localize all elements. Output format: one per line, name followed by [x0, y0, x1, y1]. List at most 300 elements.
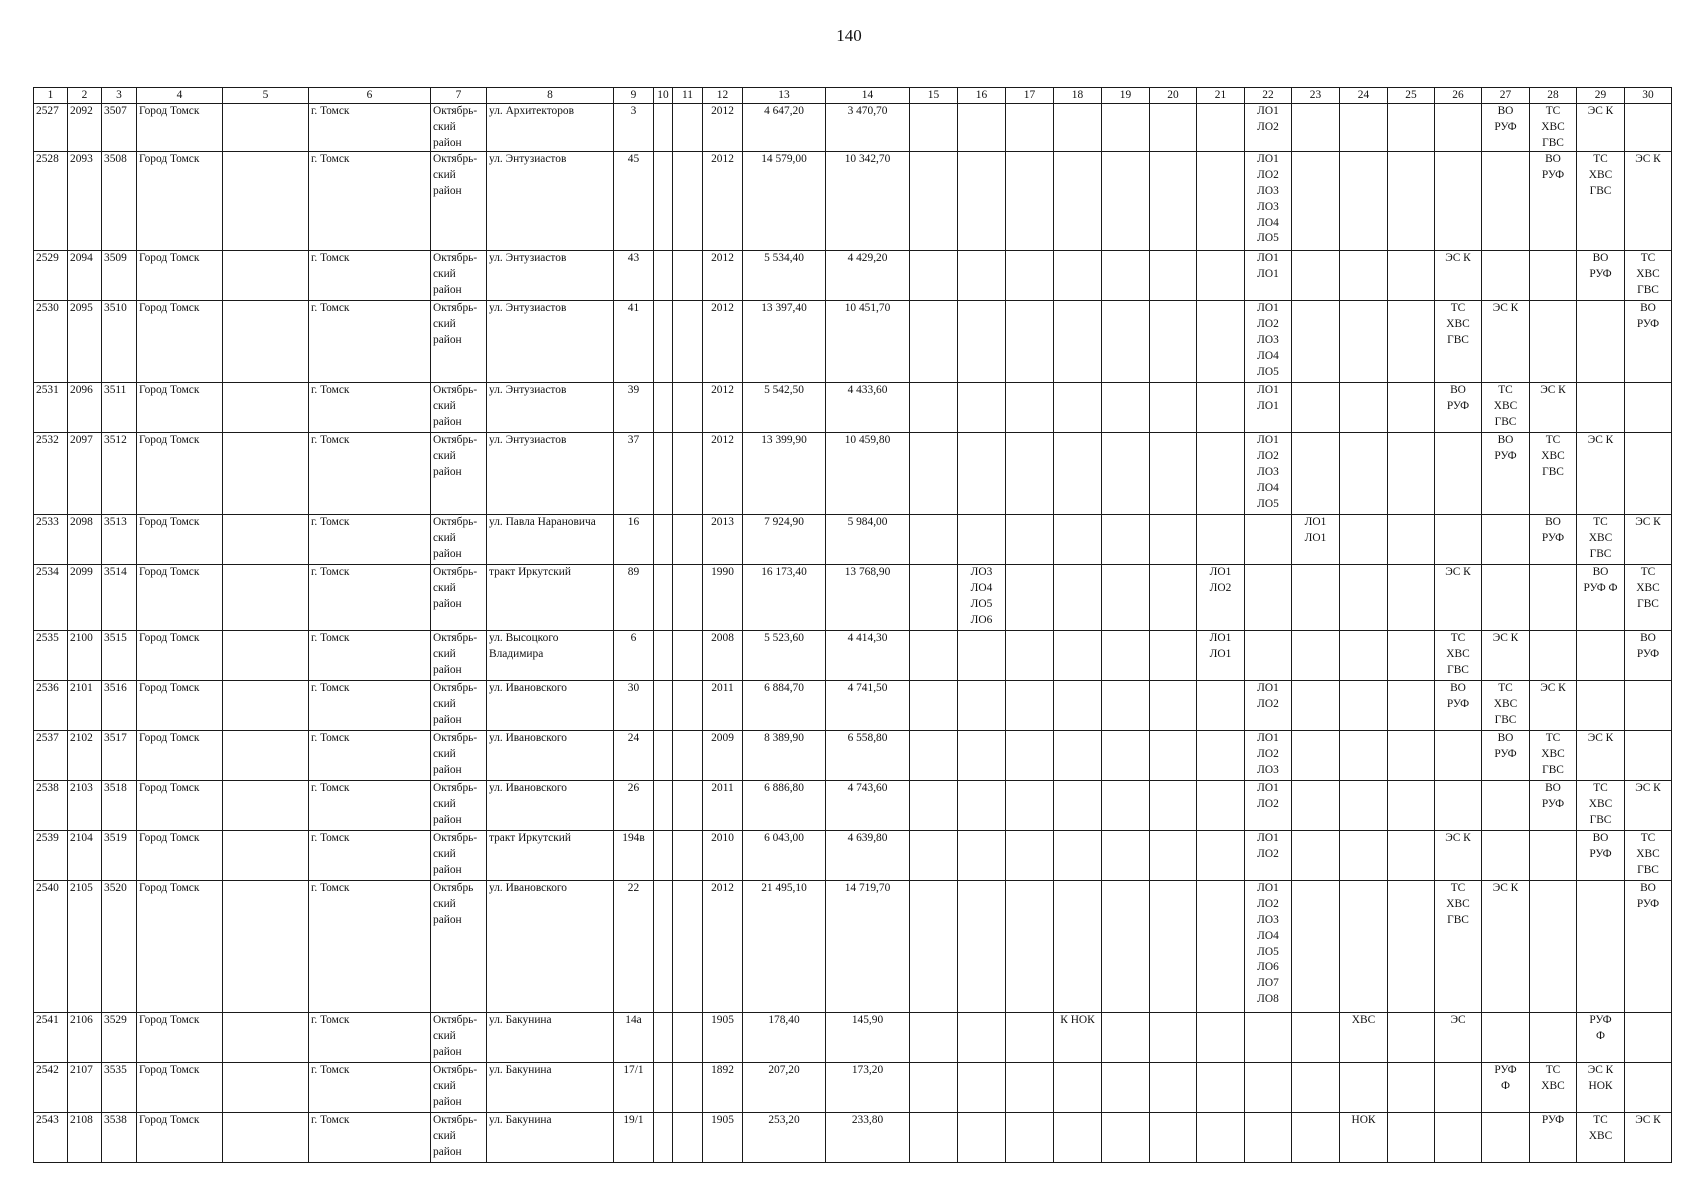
cell-col-6: г. Томск: [309, 1113, 431, 1163]
cell-col-22: [1245, 631, 1292, 681]
cell-col-5: [223, 881, 309, 1013]
cell-col-1: 2531: [34, 383, 68, 433]
cell-col-20: [1150, 104, 1197, 152]
cell-col-16: [958, 681, 1006, 731]
cell-col-20: [1150, 152, 1197, 251]
cell-col-4: Город Томск: [137, 781, 223, 831]
cell-col-8: ул. Бакунина: [487, 1063, 614, 1113]
cell-col-3: 3538: [102, 1113, 137, 1163]
cell-col-6: г. Томск: [309, 731, 431, 781]
cell-col-15: [910, 515, 958, 565]
cell-col-28: [1530, 881, 1577, 1013]
column-header-25: 25: [1388, 88, 1435, 104]
cell-col-7: Октябрь- ский район: [431, 251, 487, 301]
cell-col-8: ул. Бакунина: [487, 1113, 614, 1163]
cell-col-1: 2542: [34, 1063, 68, 1113]
cell-col-15: [910, 104, 958, 152]
cell-col-23: [1292, 631, 1340, 681]
cell-col-14: 233,80: [826, 1113, 910, 1163]
cell-col-27: [1482, 831, 1530, 881]
cell-col-14: 10 451,70: [826, 301, 910, 383]
cell-col-19: [1102, 383, 1150, 433]
cell-col-21: [1197, 681, 1245, 731]
cell-col-18: [1054, 731, 1102, 781]
cell-col-15: [910, 1113, 958, 1163]
cell-col-24: [1340, 731, 1388, 781]
cell-col-10: [654, 383, 673, 433]
cell-col-20: [1150, 681, 1197, 731]
cell-col-18: [1054, 881, 1102, 1013]
cell-col-14: 4 414,30: [826, 631, 910, 681]
cell-col-24: [1340, 152, 1388, 251]
cell-col-8: ул. Павла Нарановича: [487, 515, 614, 565]
cell-col-9: 14а: [614, 1013, 654, 1063]
cell-col-10: [654, 1013, 673, 1063]
cell-col-19: [1102, 1013, 1150, 1063]
cell-col-18: [1054, 301, 1102, 383]
cell-col-30: ВО РУФ: [1625, 631, 1672, 681]
cell-col-19: [1102, 831, 1150, 881]
cell-col-7: Октябрь- ский район: [431, 681, 487, 731]
cell-col-7: Октябрь- ский район: [431, 104, 487, 152]
cell-col-17: [1006, 1013, 1054, 1063]
cell-col-23: [1292, 1063, 1340, 1113]
column-header-15: 15: [910, 88, 958, 104]
cell-col-7: Октябрь- ский район: [431, 383, 487, 433]
cell-col-15: [910, 1013, 958, 1063]
cell-col-19: [1102, 881, 1150, 1013]
cell-col-28: ЭС К: [1530, 681, 1577, 731]
cell-col-8: ул. Ивановского: [487, 681, 614, 731]
cell-col-21: [1197, 1113, 1245, 1163]
cell-col-22: ЛО1 ЛО2 ЛО3: [1245, 731, 1292, 781]
cell-col-25: [1388, 681, 1435, 731]
cell-col-19: [1102, 104, 1150, 152]
cell-col-30: ТС ХВС ГВС: [1625, 251, 1672, 301]
cell-col-6: г. Томск: [309, 1063, 431, 1113]
cell-col-26: [1435, 731, 1482, 781]
cell-col-23: [1292, 831, 1340, 881]
cell-col-16: [958, 881, 1006, 1013]
cell-col-24: [1340, 251, 1388, 301]
cell-col-19: [1102, 152, 1150, 251]
cell-col-26: [1435, 433, 1482, 515]
cell-col-2: 2097: [68, 433, 102, 515]
table-row: [34, 681, 1672, 731]
cell-col-11: [673, 781, 703, 831]
cell-col-28: ЭС К: [1530, 383, 1577, 433]
cell-col-18: [1054, 781, 1102, 831]
cell-col-3: 3516: [102, 681, 137, 731]
cell-col-17: [1006, 1063, 1054, 1113]
cell-col-14: 173,20: [826, 1063, 910, 1113]
cell-col-24: [1340, 881, 1388, 1013]
cell-col-28: ВО РУФ: [1530, 515, 1577, 565]
cell-col-18: [1054, 681, 1102, 731]
cell-col-14: 3 470,70: [826, 104, 910, 152]
cell-col-5: [223, 731, 309, 781]
cell-col-23: [1292, 1113, 1340, 1163]
cell-col-30: [1625, 383, 1672, 433]
cell-col-12: 1892: [703, 1063, 743, 1113]
cell-col-26: ТС ХВС ГВС: [1435, 881, 1482, 1013]
cell-col-10: [654, 831, 673, 881]
cell-col-30: [1625, 1063, 1672, 1113]
cell-col-16: [958, 731, 1006, 781]
cell-col-25: [1388, 831, 1435, 881]
cell-col-27: [1482, 565, 1530, 631]
cell-col-3: 3508: [102, 152, 137, 251]
cell-col-2: 2103: [68, 781, 102, 831]
cell-col-27: РУФ Ф: [1482, 1063, 1530, 1113]
cell-col-15: [910, 631, 958, 681]
cell-col-11: [673, 731, 703, 781]
cell-col-19: [1102, 301, 1150, 383]
cell-col-5: [223, 383, 309, 433]
cell-col-11: [673, 631, 703, 681]
cell-col-10: [654, 781, 673, 831]
cell-col-20: [1150, 781, 1197, 831]
cell-col-19: [1102, 681, 1150, 731]
cell-col-3: 3520: [102, 881, 137, 1013]
cell-col-24: [1340, 631, 1388, 681]
cell-col-23: ЛО1 ЛО1: [1292, 515, 1340, 565]
cell-col-11: [673, 515, 703, 565]
cell-col-13: 13 397,40: [743, 301, 826, 383]
cell-col-11: [673, 383, 703, 433]
column-header-20: 20: [1150, 88, 1197, 104]
cell-col-1: 2535: [34, 631, 68, 681]
cell-col-13: 4 647,20: [743, 104, 826, 152]
table-row: [34, 831, 1672, 881]
cell-col-11: [673, 1113, 703, 1163]
cell-col-18: [1054, 104, 1102, 152]
cell-col-8: ул. Бакунина: [487, 1013, 614, 1063]
cell-col-23: [1292, 731, 1340, 781]
cell-col-16: [958, 433, 1006, 515]
column-header-23: 23: [1292, 88, 1340, 104]
registry-table: [33, 87, 1672, 1163]
cell-col-5: [223, 831, 309, 881]
cell-col-9: 17/1: [614, 1063, 654, 1113]
cell-col-14: 13 768,90: [826, 565, 910, 631]
cell-col-21: [1197, 433, 1245, 515]
cell-col-30: ВО РУФ: [1625, 301, 1672, 383]
cell-col-3: 3512: [102, 433, 137, 515]
cell-col-24: [1340, 1063, 1388, 1113]
cell-col-19: [1102, 433, 1150, 515]
cell-col-17: [1006, 731, 1054, 781]
table-row: [34, 1063, 1672, 1113]
cell-col-21: [1197, 152, 1245, 251]
cell-col-10: [654, 433, 673, 515]
cell-col-15: [910, 565, 958, 631]
column-header-7: 7: [431, 88, 487, 104]
cell-col-19: [1102, 731, 1150, 781]
cell-col-24: [1340, 831, 1388, 881]
cell-col-5: [223, 251, 309, 301]
cell-col-20: [1150, 433, 1197, 515]
cell-col-1: 2541: [34, 1013, 68, 1063]
cell-col-1: 2537: [34, 731, 68, 781]
cell-col-2: 2100: [68, 631, 102, 681]
cell-col-5: [223, 152, 309, 251]
cell-col-24: [1340, 781, 1388, 831]
cell-col-19: [1102, 515, 1150, 565]
cell-col-17: [1006, 631, 1054, 681]
cell-col-17: [1006, 565, 1054, 631]
cell-col-14: 6 558,80: [826, 731, 910, 781]
cell-col-7: Октябрь- ский район: [431, 731, 487, 781]
cell-col-30: [1625, 433, 1672, 515]
cell-col-29: ВО РУФ: [1577, 831, 1625, 881]
cell-col-21: [1197, 731, 1245, 781]
cell-col-12: 2012: [703, 251, 743, 301]
cell-col-29: ТС ХВС: [1577, 1113, 1625, 1163]
cell-col-16: [958, 152, 1006, 251]
cell-col-29: [1577, 681, 1625, 731]
table-row: [34, 1113, 1672, 1163]
cell-col-28: [1530, 301, 1577, 383]
cell-col-15: [910, 433, 958, 515]
cell-col-29: ТС ХВС ГВС: [1577, 152, 1625, 251]
cell-col-5: [223, 565, 309, 631]
cell-col-23: [1292, 433, 1340, 515]
cell-col-8: ул. Энтузиастов: [487, 251, 614, 301]
cell-col-25: [1388, 631, 1435, 681]
cell-col-10: [654, 1113, 673, 1163]
cell-col-16: [958, 251, 1006, 301]
cell-col-4: Город Томск: [137, 631, 223, 681]
cell-col-2: 2096: [68, 383, 102, 433]
cell-col-6: г. Томск: [309, 152, 431, 251]
table-row: [34, 1013, 1672, 1063]
cell-col-20: [1150, 881, 1197, 1013]
cell-col-18: К НОК: [1054, 1013, 1102, 1063]
cell-col-7: Октябрь- ский район: [431, 152, 487, 251]
table-row: [34, 104, 1672, 152]
cell-col-7: Октябрь- ский район: [431, 831, 487, 881]
cell-col-9: 89: [614, 565, 654, 631]
cell-col-23: [1292, 251, 1340, 301]
column-header-27: 27: [1482, 88, 1530, 104]
cell-col-21: [1197, 251, 1245, 301]
cell-col-12: 2010: [703, 831, 743, 881]
cell-col-1: 2538: [34, 781, 68, 831]
table-row: [34, 781, 1672, 831]
cell-col-4: Город Томск: [137, 1063, 223, 1113]
cell-col-30: ЭС К: [1625, 152, 1672, 251]
cell-col-16: [958, 383, 1006, 433]
cell-col-22: ЛО1 ЛО2 ЛО3 ЛО4 ЛО5 ЛО6 ЛО7 ЛО8: [1245, 881, 1292, 1013]
page-number: 140: [836, 26, 862, 45]
cell-col-18: [1054, 631, 1102, 681]
cell-col-28: ВО РУФ: [1530, 781, 1577, 831]
cell-col-25: [1388, 1013, 1435, 1063]
cell-col-5: [223, 1013, 309, 1063]
cell-col-3: 3510: [102, 301, 137, 383]
cell-col-21: [1197, 383, 1245, 433]
cell-col-2: 2104: [68, 831, 102, 881]
cell-col-27: [1482, 515, 1530, 565]
cell-col-12: 2012: [703, 433, 743, 515]
column-header-26: 26: [1435, 88, 1482, 104]
cell-col-27: [1482, 1013, 1530, 1063]
cell-col-29: [1577, 881, 1625, 1013]
header-row: [34, 88, 1672, 104]
cell-col-18: [1054, 1063, 1102, 1113]
cell-col-26: ЭС К: [1435, 251, 1482, 301]
cell-col-16: [958, 631, 1006, 681]
cell-col-12: 2009: [703, 731, 743, 781]
cell-col-16: [958, 104, 1006, 152]
cell-col-18: [1054, 831, 1102, 881]
cell-col-13: 6 884,70: [743, 681, 826, 731]
cell-col-10: [654, 565, 673, 631]
cell-col-11: [673, 251, 703, 301]
cell-col-4: Город Томск: [137, 881, 223, 1013]
cell-col-4: Город Томск: [137, 1013, 223, 1063]
cell-col-15: [910, 1063, 958, 1113]
cell-col-12: 1905: [703, 1113, 743, 1163]
cell-col-15: [910, 881, 958, 1013]
cell-col-18: [1054, 515, 1102, 565]
cell-col-5: [223, 433, 309, 515]
cell-col-27: ТС ХВС ГВС: [1482, 681, 1530, 731]
cell-col-26: ТС ХВС ГВС: [1435, 631, 1482, 681]
cell-col-21: ЛО1 ЛО1: [1197, 631, 1245, 681]
cell-col-27: ЭС К: [1482, 631, 1530, 681]
cell-col-17: [1006, 781, 1054, 831]
cell-col-7: Октябрь- ский район: [431, 1113, 487, 1163]
cell-col-13: 253,20: [743, 1113, 826, 1163]
cell-col-13: 178,40: [743, 1013, 826, 1063]
cell-col-25: [1388, 1113, 1435, 1163]
cell-col-13: 13 399,90: [743, 433, 826, 515]
cell-col-30: [1625, 731, 1672, 781]
cell-col-22: ЛО1 ЛО1: [1245, 251, 1292, 301]
cell-col-2: 2105: [68, 881, 102, 1013]
cell-col-28: ТС ХВС ГВС: [1530, 104, 1577, 152]
cell-col-10: [654, 681, 673, 731]
cell-col-13: 14 579,00: [743, 152, 826, 251]
cell-col-7: Октябрь- ский район: [431, 1013, 487, 1063]
cell-col-20: [1150, 515, 1197, 565]
cell-col-20: [1150, 1113, 1197, 1163]
cell-col-18: [1054, 152, 1102, 251]
cell-col-24: [1340, 433, 1388, 515]
cell-col-20: [1150, 565, 1197, 631]
cell-col-19: [1102, 631, 1150, 681]
cell-col-14: 10 342,70: [826, 152, 910, 251]
cell-col-23: [1292, 152, 1340, 251]
cell-col-20: [1150, 1013, 1197, 1063]
cell-col-5: [223, 301, 309, 383]
cell-col-4: Город Томск: [137, 433, 223, 515]
cell-col-30: ЭС К: [1625, 515, 1672, 565]
column-header-21: 21: [1197, 88, 1245, 104]
cell-col-23: [1292, 1013, 1340, 1063]
cell-col-27: [1482, 251, 1530, 301]
column-header-29: 29: [1577, 88, 1625, 104]
cell-col-30: ТС ХВС ГВС: [1625, 831, 1672, 881]
cell-col-17: [1006, 831, 1054, 881]
column-header-8: 8: [487, 88, 614, 104]
column-header-18: 18: [1054, 88, 1102, 104]
cell-col-24: [1340, 681, 1388, 731]
cell-col-15: [910, 383, 958, 433]
cell-col-30: ЭС К: [1625, 1113, 1672, 1163]
cell-col-17: [1006, 301, 1054, 383]
cell-col-13: 21 495,10: [743, 881, 826, 1013]
cell-col-4: Город Томск: [137, 104, 223, 152]
cell-col-6: г. Томск: [309, 1013, 431, 1063]
cell-col-5: [223, 681, 309, 731]
cell-col-27: [1482, 781, 1530, 831]
cell-col-4: Город Томск: [137, 301, 223, 383]
column-header-11: 11: [673, 88, 703, 104]
cell-col-9: 43: [614, 251, 654, 301]
cell-col-24: [1340, 565, 1388, 631]
cell-col-4: Город Томск: [137, 515, 223, 565]
cell-col-22: [1245, 515, 1292, 565]
cell-col-10: [654, 104, 673, 152]
column-header-17: 17: [1006, 88, 1054, 104]
cell-col-11: [673, 1063, 703, 1113]
cell-col-8: ул. Ивановского: [487, 881, 614, 1013]
cell-col-8: ул. Энтузиастов: [487, 383, 614, 433]
cell-col-21: [1197, 1063, 1245, 1113]
cell-col-23: [1292, 301, 1340, 383]
cell-col-10: [654, 515, 673, 565]
cell-col-20: [1150, 301, 1197, 383]
cell-col-25: [1388, 881, 1435, 1013]
cell-col-12: 2008: [703, 631, 743, 681]
cell-col-13: 6 886,80: [743, 781, 826, 831]
table-row: [34, 881, 1672, 1013]
cell-col-6: г. Томск: [309, 301, 431, 383]
cell-col-15: [910, 301, 958, 383]
cell-col-13: 5 542,50: [743, 383, 826, 433]
cell-col-26: ВО РУФ: [1435, 383, 1482, 433]
cell-col-1: 2527: [34, 104, 68, 152]
cell-col-13: 5 534,40: [743, 251, 826, 301]
cell-col-8: ул. Энтузиастов: [487, 301, 614, 383]
cell-col-7: Октябрь ский район: [431, 881, 487, 1013]
cell-col-1: 2530: [34, 301, 68, 383]
cell-col-26: ЭС: [1435, 1013, 1482, 1063]
cell-col-21: [1197, 301, 1245, 383]
cell-col-11: [673, 104, 703, 152]
cell-col-3: 3509: [102, 251, 137, 301]
cell-col-28: РУФ: [1530, 1113, 1577, 1163]
cell-col-21: [1197, 781, 1245, 831]
cell-col-1: 2533: [34, 515, 68, 565]
cell-col-25: [1388, 565, 1435, 631]
cell-col-15: [910, 251, 958, 301]
cell-col-29: ЭС К: [1577, 731, 1625, 781]
cell-col-11: [673, 831, 703, 881]
cell-col-23: [1292, 881, 1340, 1013]
cell-col-15: [910, 781, 958, 831]
cell-col-29: ЭС К: [1577, 433, 1625, 515]
cell-col-22: ЛО1 ЛО2: [1245, 781, 1292, 831]
cell-col-27: ЭС К: [1482, 301, 1530, 383]
cell-col-3: 3514: [102, 565, 137, 631]
cell-col-17: [1006, 515, 1054, 565]
cell-col-10: [654, 251, 673, 301]
cell-col-24: [1340, 515, 1388, 565]
